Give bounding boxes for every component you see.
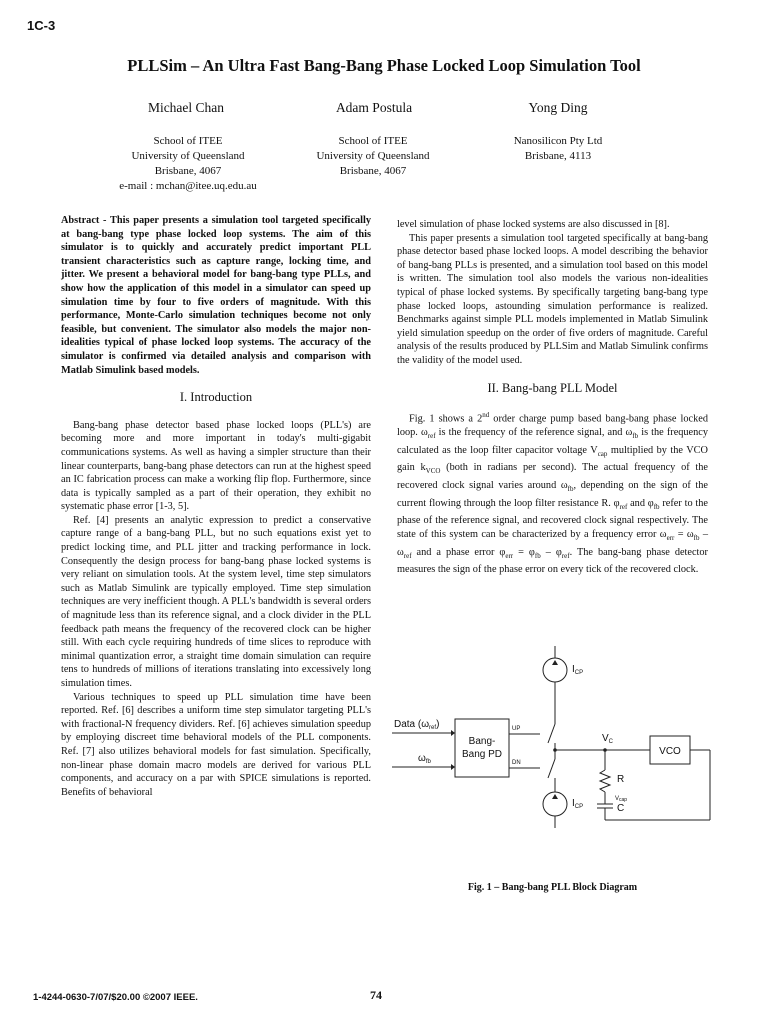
icp-top-label: $I_{CP}$ (572, 664, 584, 676)
bang-bang-pd-box (455, 719, 509, 777)
abstract: Abstract - This paper presents a simulation tool targeted specifically at bang-bang type phase locked loop systems. The aim of this simulator is to quickly and accurately predict important PLL transient characteristics such as capture range, locking time, and jitter. We present a behavioral model for bang-bang type PLLs, and show how the application of this model in a simulator can speed up simulation time by four to five orders of magnitude. With this performance, Monte-Carlo simulation techniques become not only feasible, but convenient. The simulator also models the major non-idealities typical of phase locked loop systems. The accuracy of the simulator is confirmed via detailed analysis and comparison with Matlab Simulink based models. (61, 215, 371, 376)
pd-label-line1: Bang- (468, 736, 496, 747)
pd-label-line2: Bang PD (461, 749, 503, 760)
up-label: UP (512, 726, 521, 732)
r-label: R (617, 774, 625, 785)
copyright-notice: 1-4244-0630-7/07/$20.00 ©2007 IEEE. (33, 992, 198, 1003)
author-name: Michael Chan (147, 100, 225, 115)
paper-title: PLLSim – An Ultra Fast Bang-Bang Phase Locked Loop Simulation Tool (127, 56, 641, 75)
c-label: C (617, 803, 625, 814)
paragraph: level simulation of phase locked systems are also discussed in [8]. (397, 219, 670, 230)
author-name: Adam Postula (335, 100, 413, 115)
pll-block-diagram (388, 642, 718, 842)
paragraph: Bang-bang phase detector based phase locked loops (PLL's) are becoming more and more important in today's multi-gigabit communications systems. As well as having a simpler structure than their linear counterparts, bang-bang phase detectors can run at the highest speed an IC fabrication process can make a working flip flop. Furthermore, since data is typically sampled as a part of their operation, they exhibit no systematic phase error [1-3, 5]. (61, 419, 371, 513)
dn-label: DN (512, 760, 521, 766)
vcap-label: Vcap (615, 796, 628, 803)
author-affiliation: School of ITEE University of Queensland Brisbane, 4067 e-mail : mchan@itee.uq.edu.au (119, 135, 257, 192)
section-heading: II. Bang-bang PLL Model (487, 380, 618, 395)
paragraph: Fig. 1 shows a 2nd order charge pump based bang-bang phase locked loop. $\omega_{ref}$ is the frequency of the reference signal, and $\omega_{fb}$ is the frequency calculated as the loop filter capacitor voltage $V_{cap}$ multiplied by the VCO gain $k_{VCO}$ (both in radians per second). The actual frequency of the recovered clock signal varies around $\omega_{fb}$, depending on the sign of the current flowing through the loop filter resistance R. $\varphi_{ref}$ and $\varphi_{fb}$ refer to the phase of the reference signal, and recovered clock signal respectively. The state of this system can be characterized by a frequency error $\omega_{err} = \omega_{fb} - \omega_{ref}$ and a phase error $\varphi_{err} = \varphi_{fb} - \varphi_{ref}$. The bang-bang phase detector measures the sign of the phase error on every tick of the recovered clock. (397, 411, 709, 576)
paragraph: Ref. [4] presents an analytic expression to predict a conservative capture range of a bang-bang PLL, but no such equations exist yet to predict locking time, and PLL jitter and tracking performance in lock. Consequently the design process for bang-bang phase locked systems is very reliant on simulation tools. At the system level, time step simulators such as Matlab Simulink are typically employed. Time step simulation techniques are very inefficient though. A PLL's bandwidth is several orders of magnitude less than its reference signal, and a clock divider in the PLL feedback path means the frequency of the recovered clock can be higher still. With each cycle requiring hundreds of time slices to reproduce with minimal quantization error, a straight time domain simulation can require tens to hundreds of millions of iterations translating into excessively long simulation times. (61, 514, 371, 689)
author-name: Yong Ding (528, 100, 588, 115)
switch-dn-icon (548, 759, 555, 778)
right-column (397, 218, 708, 577)
session-label: 1C-3 (27, 18, 56, 33)
figure-caption: Fig. 1 – Bang-bang PLL Block Diagram (467, 882, 638, 893)
paragraph: Various techniques to speed up PLL simulation time have been reported. Ref. [6] describes a uniform time step simulator targeting PLL's with fractional-N frequency dividers. Ref. [6] achieves simulation speedup by employing discreet time behavioral models of the PLL components. Ref. [7] also utilizes behavioral models for fast simulation. Specifically, non-linear phase domain macro models are derived for various PLL components, and accuracy on a par with SPICE simulations is reported. Benefits of behavioral (61, 691, 371, 798)
resistor-icon (600, 770, 610, 792)
feedback-label: $\omega_{fb}$ (418, 753, 431, 765)
icp-bottom-label: $I_{CP}$ (572, 798, 584, 810)
page-number: 74 (370, 988, 382, 1002)
left-column (61, 214, 371, 799)
section-heading: I. Introduction (179, 390, 253, 405)
switch-up-icon (548, 724, 555, 743)
vc-label: $V_C$ (602, 733, 614, 745)
author-affiliation: Nanosilicon Pty Ltd Brisbane, 4113 (513, 135, 603, 162)
author-affiliation: School of ITEE University of Queensland Brisbane, 4067 (316, 135, 430, 177)
paragraph: This paper presents a simulation tool targeted specifically at bang-bang phase detector based phase locked loops. A model describing the behavior of bang-bang PLLs is presented, and a simulation tool based on this model is written. The simulation tool also models the various non-idealities typical of phase locked systems. By specifically targeting bang-bang type phase locked loops, astounding simulation performance is realized. Benchmarks against simple PLL models implemented in Matlab Simulink yield simulation speedup on the order of five orders of magnitude. Careful analysis of the results produced by PLLSim and Matlab Simulink confirms the validity of the model used. (397, 232, 708, 366)
vco-label: VCO (659, 746, 681, 757)
data-input-label: Data $(\omega_{ref})$ (394, 719, 440, 731)
